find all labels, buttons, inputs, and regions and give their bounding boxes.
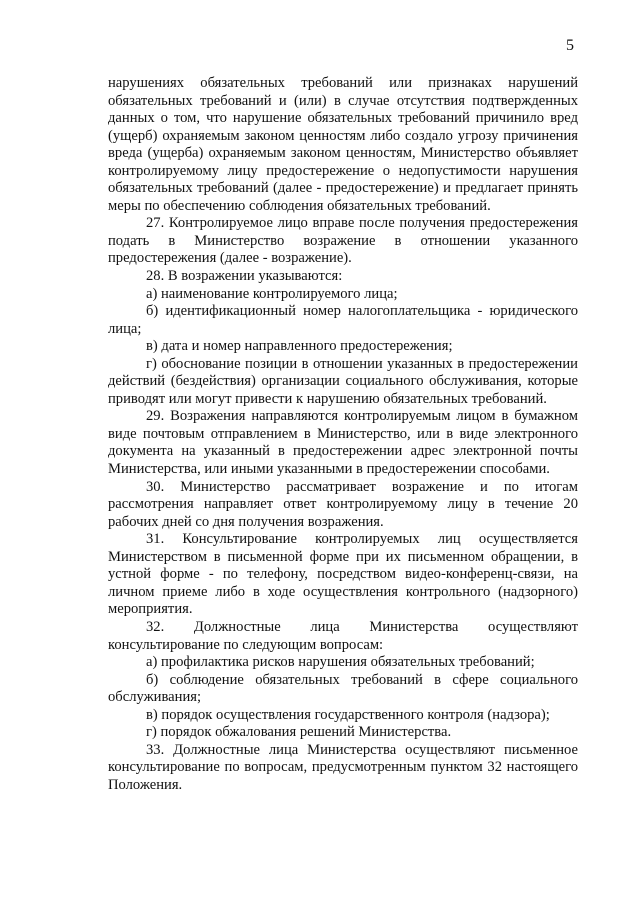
paragraph-32-b: б) соблюдение обязательных требований в сфере социального обслуживания; xyxy=(108,671,578,706)
paragraph-32-a: а) профилактика рисков нарушения обязательных требований; xyxy=(146,654,535,671)
paragraph-32-v: в) порядок осуществления государственного контроля (надзора); xyxy=(146,706,550,723)
paragraph-30: 30. Министерство рассматривает возражение и по итогам рассмотрения направляет ответ контролируемому лицу в течение 20 рабочих дней со дня получения возражения. xyxy=(108,478,578,530)
paragraph-continuation: нарушениях обязательных требований или признаках нарушений обязательных требований и (или) в случае отсутствия подтвержденных данных о том, что нарушение обязательных требований причинило вред (ущерб) охраняемым законом ценностям либо создало угрозу причинения вреда (ущерба) охраняемым законом ценностям, Министерство объявляет контролируемому лицу предостережение о недопустимости нарушения обязательных требований (далее - предостережение) и предлагает принять меры по обеспечению соблюдения обязательных требований. xyxy=(108,75,578,214)
paragraph-29: 29. Возражения направляются контролируемым лицом в бумажном виде почтовым отправлением в Министерство, или в виде электронного документа на указанный в предостережении адрес электронной почты Министерства, или иными указанными в предостережении способами. xyxy=(108,408,578,478)
paragraph-28-a: а) наименование контролируемого лица; xyxy=(146,285,398,302)
document-body xyxy=(108,75,578,794)
paragraph-33: 33. Должностные лица Министерства осуществляют письменное консультирование по вопросам, предусмотренным пунктом 32 настоящего Положения. xyxy=(108,741,578,793)
paragraph-31: 31. Консультирование контролируемых лиц осуществляется Министерством в письменной форме при их письменном обращении, в устной форме - по телефону, посредством видео-конференц-связи, на личном приеме либо в ходе осуществления контрольного (надзорного) мероприятия. xyxy=(108,531,578,618)
paragraph-28-v: в) дата и номер направленного предостережения; xyxy=(146,338,453,355)
paragraph-28-g: г) обоснование позиции в отношении указанных в предостережении действий (бездействия) организации социального обслуживания, которые приводят или могут привести к нарушению обязательных требований. xyxy=(108,355,578,407)
paragraph-27: 27. Контролируемое лицо вправе после получения предостережения подать в Министерство возражение в отношении указанного предостережения (далее - возражение). xyxy=(108,215,578,267)
paragraph-28-b: б) идентификационный номер налогоплательщика - юридического лица; xyxy=(108,303,578,337)
page-number: 5 xyxy=(566,37,574,54)
paragraph-32-g: г) порядок обжалования решений Министерства. xyxy=(146,724,452,741)
paragraph-28: 28. В возражении указываются: xyxy=(146,268,343,285)
paragraph-32: 32. Должностные лица Министерства осуществляют консультирование по следующим вопросам: xyxy=(108,618,578,653)
